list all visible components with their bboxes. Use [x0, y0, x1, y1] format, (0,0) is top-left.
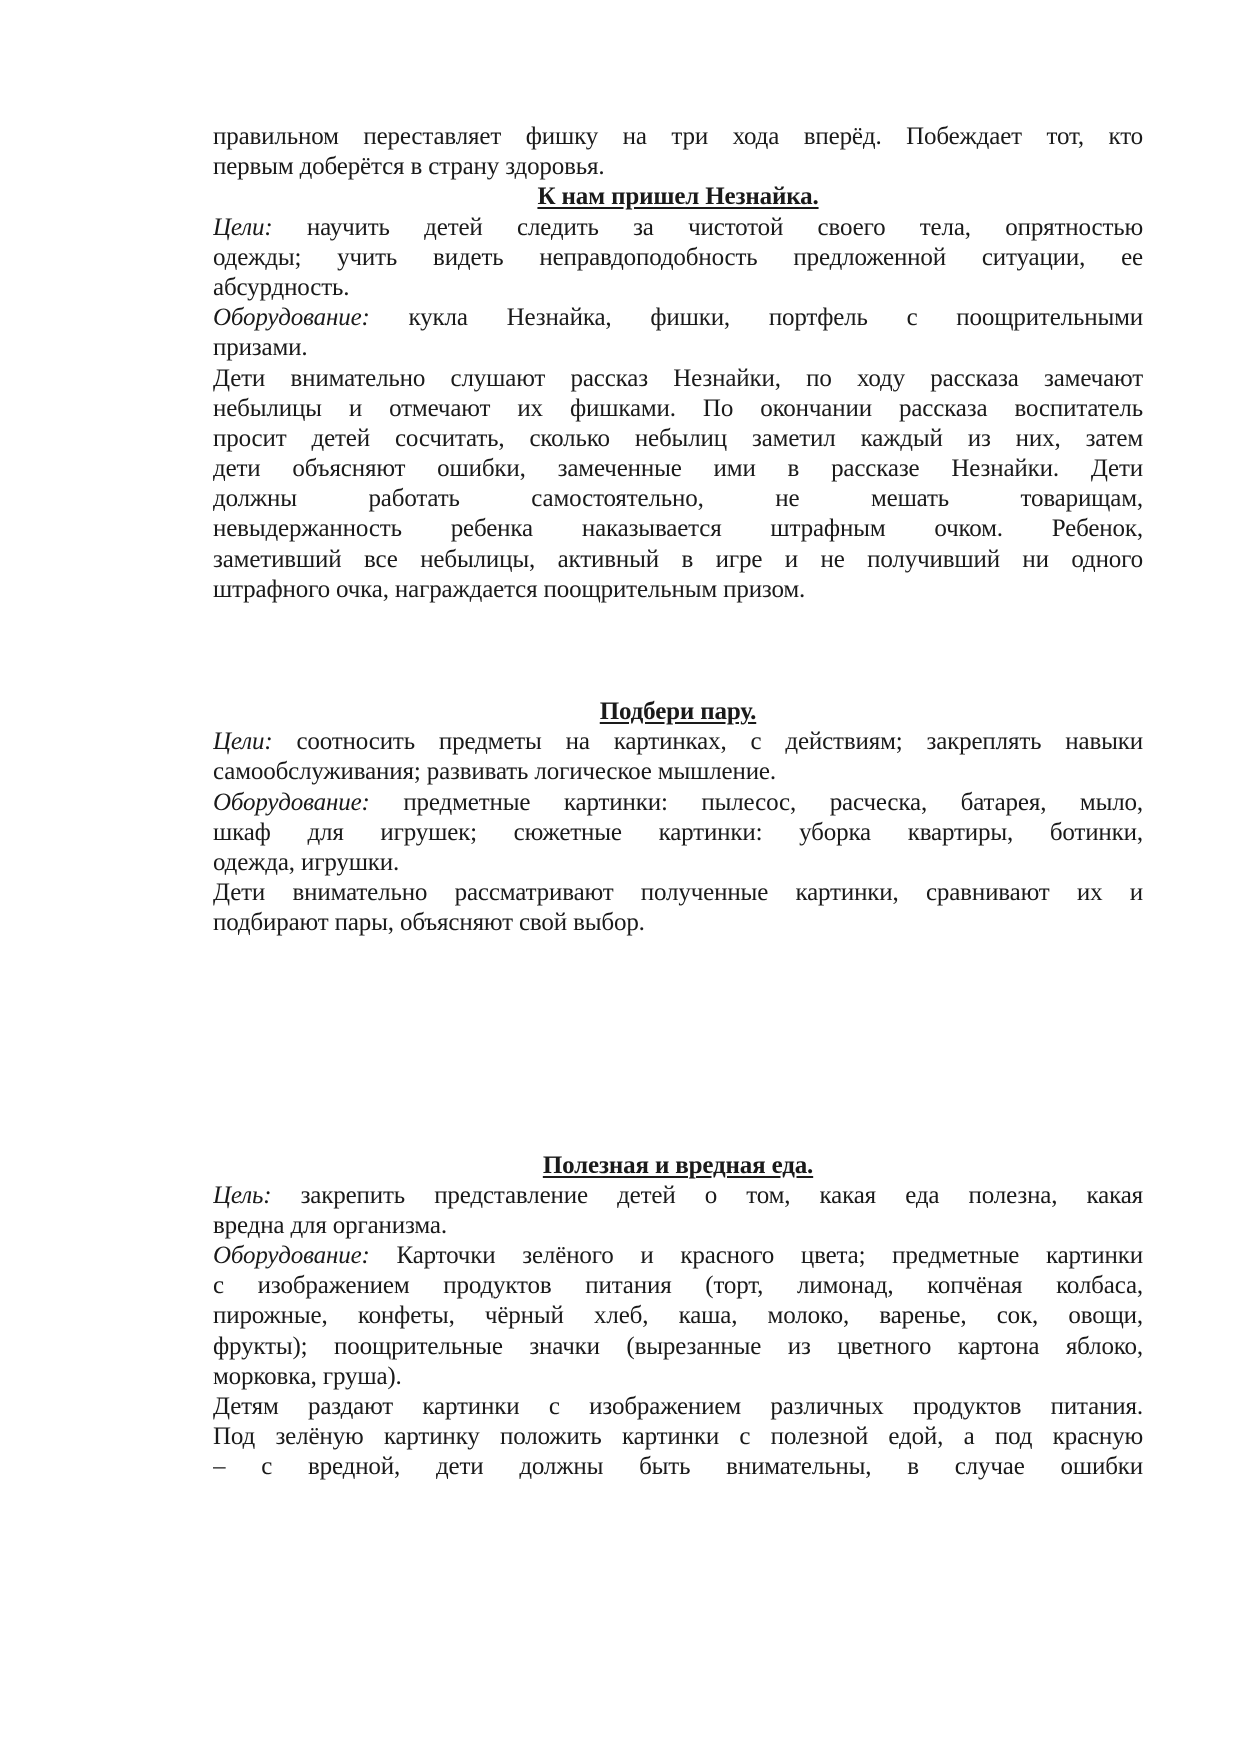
- text-line: [213, 303, 1143, 333]
- section-neznaika: [213, 182, 1143, 605]
- goals-text: научить детей следить за чистотой своего тела, опрятностью: [272, 213, 1143, 241]
- text-line: штрафного очка, награждается поощрительным призом.: [213, 575, 806, 603]
- goals-paragraph: [213, 1181, 1143, 1241]
- goals-label: Цель:: [213, 1181, 272, 1209]
- text-line: с изображением продуктов питания (торт, лимонад, копчёная колбаса,: [213, 1272, 1143, 1300]
- blank-space: [213, 939, 1143, 1151]
- text-line: самообслуживания; развивать логическое мышление.: [213, 758, 776, 786]
- section-title: Подбери пару.: [599, 698, 757, 725]
- text-line: одежды; учить видеть неправдоподобность предложенной ситуации, ее: [213, 243, 1143, 271]
- text-line: морковка, груша).: [213, 1362, 402, 1390]
- goals-paragraph: [213, 213, 1143, 304]
- equipment-paragraph: [213, 788, 1143, 879]
- goals-text: закрепить представление детей о том, какая еда полезна, какая: [271, 1181, 1143, 1209]
- text-line: фрукты); поощрительные значки (вырезанные из цветного картона яблоко,: [213, 1332, 1143, 1360]
- text-line: дети объясняют ошибки, замеченные ими в рассказе Незнайки. Дети: [213, 455, 1143, 483]
- text-line: [213, 727, 1143, 757]
- goals-text: соотносить предметы на картинках, с действиям; закреплять навыки: [272, 728, 1143, 756]
- text-line: должны работать самостоятельно, не мешать товарищам,: [213, 485, 1143, 513]
- text-line: пирожные, конфеты, чёрный хлеб, каша, молоко, варенье, сок, овощи,: [213, 1302, 1143, 1330]
- goals-label: Цели:: [213, 728, 273, 756]
- text-line: [213, 788, 1143, 818]
- text-line: [213, 1241, 1143, 1271]
- text-line: вредна для организма.: [213, 1211, 447, 1239]
- description-paragraph: [213, 364, 1143, 606]
- blank-space: [213, 605, 1143, 697]
- text-line: небылицы и отмечают их фишками. По окончании рассказа воспитатель: [213, 394, 1143, 422]
- text-line: шкаф для игрушек; сюжетные картинки: уборка квартиры, ботинки,: [213, 818, 1143, 846]
- text-line: призами.: [213, 334, 308, 362]
- text-line: абсурдность.: [213, 273, 350, 301]
- text-line: [213, 1181, 1143, 1211]
- text-line: – с вредной, дети должны быть внимательны, в случае ошибки: [213, 1453, 1143, 1481]
- text-line: невыдержанность ребенка наказывается штрафным очком. Ребенок,: [213, 515, 1143, 543]
- document-page: [213, 122, 1143, 1483]
- equipment-label: Оборудование:: [213, 788, 370, 816]
- description-paragraph: [213, 878, 1143, 938]
- text-line: подбирают пары, объясняют свой выбор.: [213, 909, 645, 937]
- goals-paragraph: [213, 727, 1143, 787]
- equipment-text: кукла Незнайка, фишки, портфель с поощрительными: [369, 304, 1143, 332]
- text-line: одежда, игрушки.: [213, 848, 400, 876]
- section-title: Полезная и вредная еда.: [542, 1151, 814, 1179]
- equipment-paragraph: [213, 303, 1143, 363]
- text-line: заметивший все небылицы, активный в игре и не получивший ни одного: [213, 545, 1143, 573]
- equipment-label: Оборудование:: [213, 304, 370, 332]
- intro-paragraph: [213, 122, 1143, 182]
- text-line: Детям раздают картинки с изображением различных продуктов питания.: [213, 1393, 1143, 1420]
- equipment-text: Карточки зелёного и красного цвета; предметные картинки: [369, 1242, 1143, 1270]
- section-pick-pair: [213, 697, 1143, 939]
- text-line: Дети внимательно рассматривают полученные картинки, сравнивают их и: [213, 879, 1143, 907]
- text-line: первым доберётся в страну здоровья.: [213, 153, 605, 181]
- equipment-label: Оборудование:: [213, 1242, 370, 1270]
- section-title: К нам пришел Незнайка.: [537, 183, 819, 211]
- goals-label: Цели:: [213, 213, 273, 241]
- description-paragraph: [213, 1392, 1143, 1483]
- text-line: [213, 213, 1143, 243]
- equipment-text: предметные картинки: пылесос, расческа, батарея, мыло,: [369, 788, 1143, 816]
- equipment-paragraph: [213, 1241, 1143, 1392]
- text-line: правильном переставляет фишку на три хода вперёд. Побеждает тот, кто: [213, 123, 1143, 150]
- text-line: Дети внимательно слушают рассказ Незнайки, по ходу рассказа замечают: [213, 364, 1143, 392]
- text-line: просит детей сосчитать, сколько небылиц заметил каждый из них, затем: [213, 424, 1143, 452]
- text-line: Под зелёную картинку положить картинки с полезной едой, а под красную: [213, 1423, 1143, 1451]
- section-healthy-food: [213, 1151, 1143, 1483]
